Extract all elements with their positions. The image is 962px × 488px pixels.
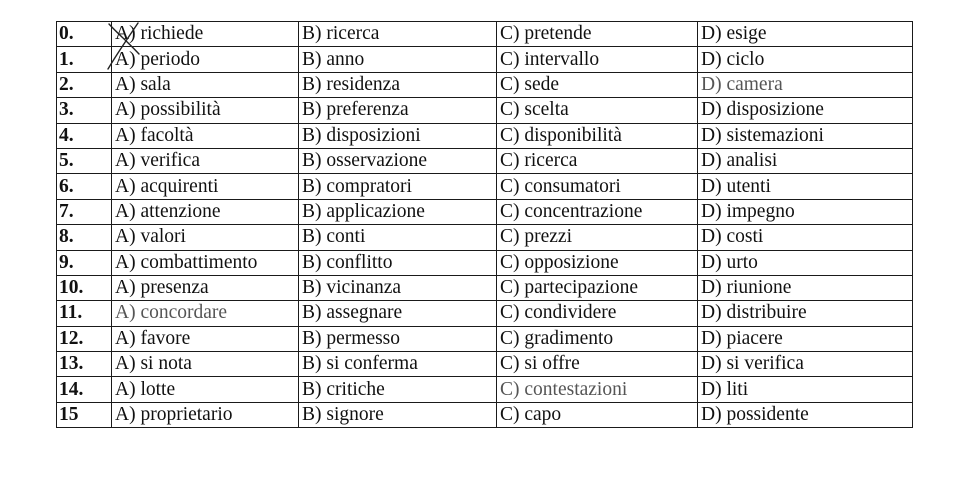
question-number: 9.	[57, 250, 112, 275]
option-a: A) concordare	[112, 301, 299, 326]
question-number: 0.	[57, 22, 112, 47]
question-number: 5.	[57, 148, 112, 173]
question-number: 2.	[57, 72, 112, 97]
option-c: C) concentrazione	[497, 199, 698, 224]
question-number: 7.	[57, 199, 112, 224]
option-a: A) periodo	[112, 47, 299, 72]
option-d: D) piacere	[698, 326, 913, 351]
table-row	[57, 47, 913, 72]
table-row	[57, 402, 913, 427]
option-c: C) contestazioni	[497, 377, 698, 402]
option-d: D) distribuire	[698, 301, 913, 326]
option-a: A) si nota	[112, 352, 299, 377]
option-b: B) osservazione	[299, 148, 497, 173]
option-c: C) sede	[497, 72, 698, 97]
option-c: C) si offre	[497, 352, 698, 377]
option-a: A) attenzione	[112, 199, 299, 224]
table-row	[57, 352, 913, 377]
question-number: 6.	[57, 174, 112, 199]
option-b: B) ricerca	[299, 22, 497, 47]
option-b: B) applicazione	[299, 199, 497, 224]
option-d: D) costi	[698, 225, 913, 250]
option-a: A) possibilità	[112, 98, 299, 123]
option-c: C) ricerca	[497, 148, 698, 173]
option-c: C) condividere	[497, 301, 698, 326]
option-d: D) esige	[698, 22, 913, 47]
question-number: 13.	[57, 352, 112, 377]
table-row	[57, 225, 913, 250]
table-row	[57, 123, 913, 148]
table-row	[57, 326, 913, 351]
option-b: B) conti	[299, 225, 497, 250]
option-b: B) preferenza	[299, 98, 497, 123]
option-a: A) verifica	[112, 148, 299, 173]
option-d: D) camera	[698, 72, 913, 97]
option-a: A) combattimento	[112, 250, 299, 275]
question-number: 11.	[57, 301, 112, 326]
table-row	[57, 72, 913, 97]
option-c: C) capo	[497, 402, 698, 427]
option-a: A) sala	[112, 72, 299, 97]
option-c: C) partecipazione	[497, 275, 698, 300]
table-row	[57, 301, 913, 326]
question-number: 10.	[57, 275, 112, 300]
question-number: 8.	[57, 225, 112, 250]
option-a: A) valori	[112, 225, 299, 250]
option-b: B) disposizioni	[299, 123, 497, 148]
table-row	[57, 199, 913, 224]
option-a: A) facoltà	[112, 123, 299, 148]
option-d: D) liti	[698, 377, 913, 402]
table-row	[57, 22, 913, 47]
option-c: C) disponibilità	[497, 123, 698, 148]
option-c: C) intervallo	[497, 47, 698, 72]
option-d: D) sistemazioni	[698, 123, 913, 148]
table-row	[57, 148, 913, 173]
option-b: B) permesso	[299, 326, 497, 351]
option-c: C) prezzi	[497, 225, 698, 250]
option-b: B) si conferma	[299, 352, 497, 377]
option-a: A) presenza	[112, 275, 299, 300]
option-b: B) assegnare	[299, 301, 497, 326]
option-b: B) vicinanza	[299, 275, 497, 300]
option-a: A) richiede	[112, 22, 299, 47]
option-b: B) signore	[299, 402, 497, 427]
question-number: 1.	[57, 47, 112, 72]
option-c: C) scelta	[497, 98, 698, 123]
option-b: B) compratori	[299, 174, 497, 199]
question-number: 15	[57, 402, 112, 427]
option-a: A) proprietario	[112, 402, 299, 427]
table-row	[57, 98, 913, 123]
table-row	[57, 250, 913, 275]
option-b: B) critiche	[299, 377, 497, 402]
option-d: D) ciclo	[698, 47, 913, 72]
option-c: C) opposizione	[497, 250, 698, 275]
option-c: C) pretende	[497, 22, 698, 47]
option-d: D) impegno	[698, 199, 913, 224]
option-c: C) gradimento	[497, 326, 698, 351]
option-d: D) si verifica	[698, 352, 913, 377]
option-b: B) conflitto	[299, 250, 497, 275]
option-b: B) anno	[299, 47, 497, 72]
option-a: A) lotte	[112, 377, 299, 402]
option-d: D) disposizione	[698, 98, 913, 123]
option-a: A) favore	[112, 326, 299, 351]
table-row	[57, 377, 913, 402]
option-d: D) riunione	[698, 275, 913, 300]
question-number: 12.	[57, 326, 112, 351]
option-d: D) utenti	[698, 174, 913, 199]
question-number: 14.	[57, 377, 112, 402]
option-d: D) analisi	[698, 148, 913, 173]
option-d: D) urto	[698, 250, 913, 275]
option-c: C) consumatori	[497, 174, 698, 199]
question-number: 3.	[57, 98, 112, 123]
table-row	[57, 174, 913, 199]
option-a: A) acquirenti	[112, 174, 299, 199]
table-row	[57, 275, 913, 300]
question-number: 4.	[57, 123, 112, 148]
answer-options-table	[56, 21, 913, 428]
option-d: D) possidente	[698, 402, 913, 427]
option-b: B) residenza	[299, 72, 497, 97]
